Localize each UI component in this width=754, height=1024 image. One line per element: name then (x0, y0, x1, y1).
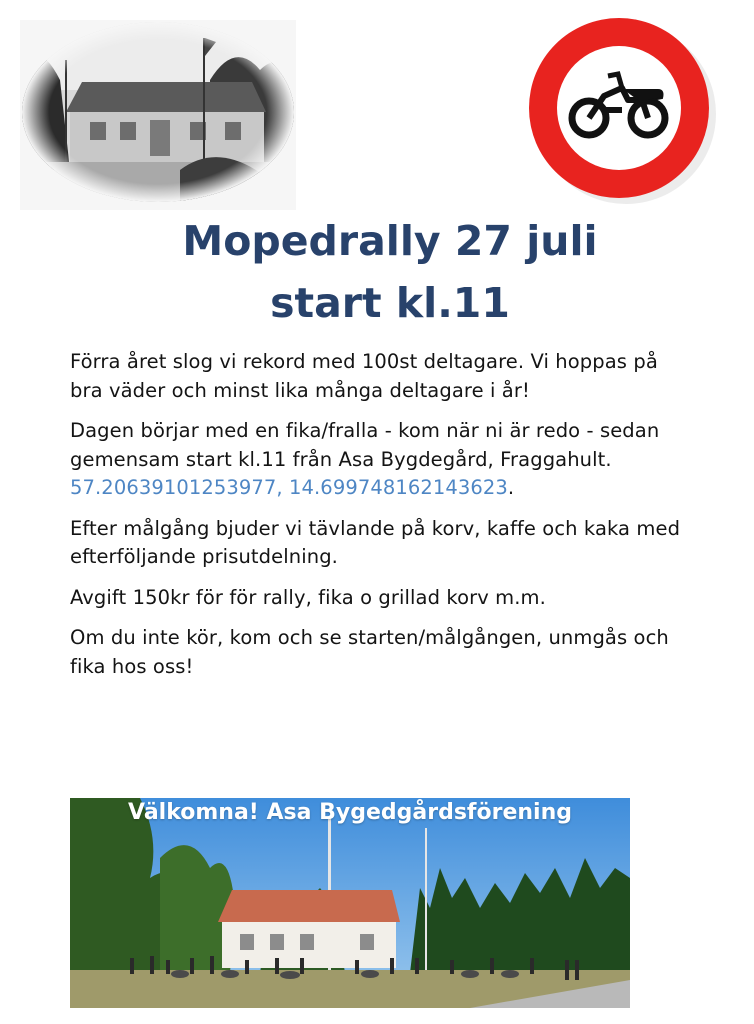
page-title (150, 210, 630, 334)
title-line-1: Mopedrally 27 juli (182, 217, 598, 265)
title-line-2: start kl.11 (270, 279, 510, 327)
body-text (70, 348, 690, 693)
paragraph-start (70, 417, 690, 503)
paragraph-start-text: Dagen börjar med en fika/fralla - kom när ni är redo - sedan gemensam start kl.11 från Asa Bygdegård, Fraggahult. (70, 419, 660, 471)
paragraph-visitors: Om du inte kör, kom och se starten/målgången, unmgås och fika hos oss! (70, 626, 669, 678)
paragraph-record: Förra året slog vi rekord med 100st deltagare. Vi hoppas på bra väder och minst lika många deltagare i år! (70, 350, 658, 402)
paragraph-start-end: . (507, 476, 515, 499)
event-photo (70, 798, 630, 1008)
old-building-photo (20, 20, 296, 210)
coordinates-link[interactable]: 57.20639101253977, 14.699748162143623 (70, 476, 508, 499)
photo-caption: Välkomna! Asa Bygedgårdsförening (128, 800, 572, 825)
no-mopeds-sign-icon (522, 18, 722, 204)
paragraph-fee: Avgift 150kr för för rally, fika o grillad korv m.m. (70, 585, 546, 609)
paragraph-finish: Efter målgång bjuder vi tävlande på korv, kaffe och kaka med efterföljande prisutdelning. (70, 516, 681, 568)
